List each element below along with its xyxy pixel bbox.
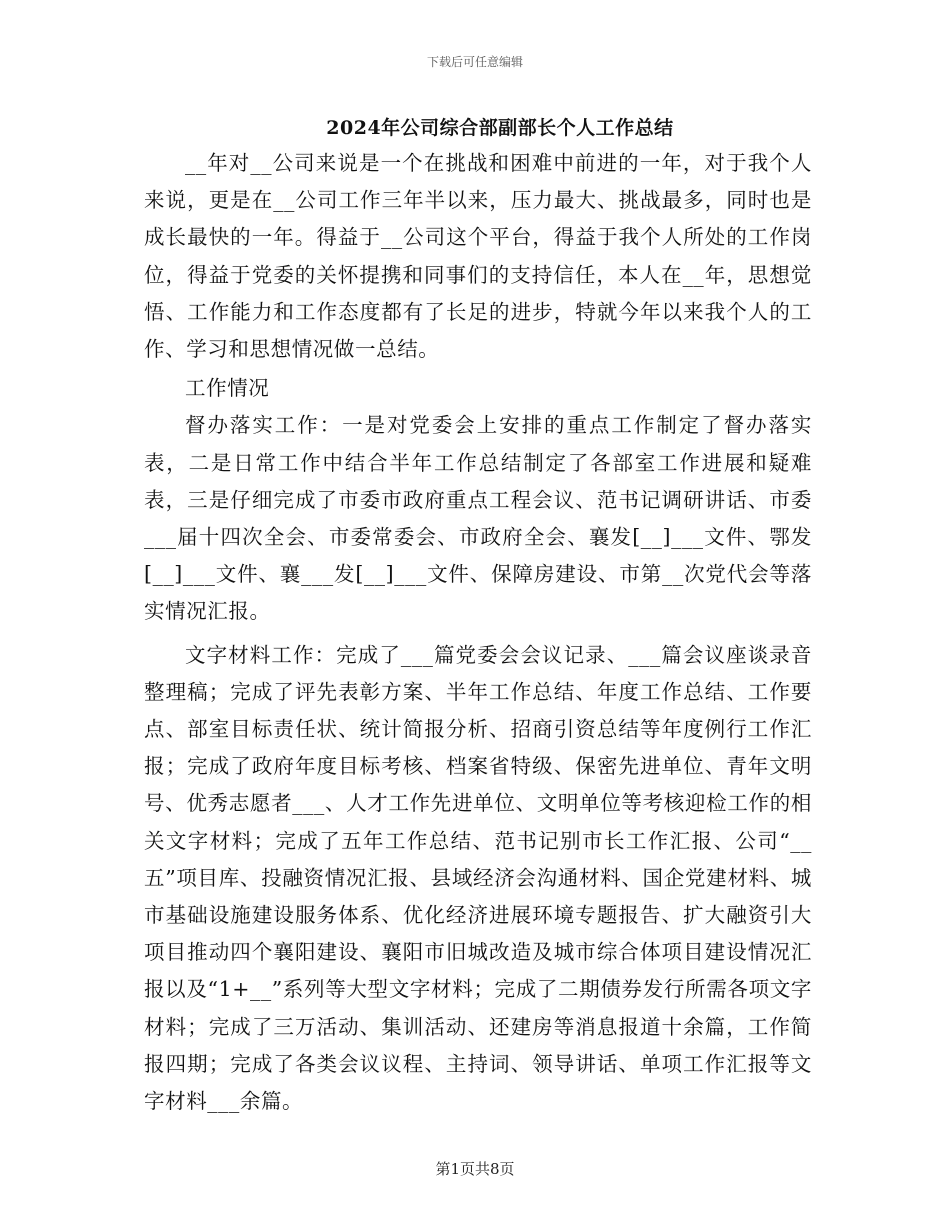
intro-paragraph: __年对__公司来说是一个在挑战和困难中前进的一年，对于我个人来说，更是在__公司工作三年半以来，压力最大、挑战最多，同时也是成长最快的一年。得益于__公司这个平台，得益于我个人所处的工作岗位，得益于党委的关怀提携和同事们的支持信任，本人在__年，思想觉悟、工作能力和工作态度都有了长足的进步，特就今年以来我个人的工作、学习和思想情况做一总结。: [144, 151, 812, 362]
supervision-paragraph: 督办落实工作：一是对党委会上安排的重点工作制定了督办落实表，二是日常工作中结合半年工作总结制定了各部室工作进展和疑难表，三是仔细完成了市委市政府重点工程会议、范书记调研讲话、市委___届十四次全会、市委常委会、市政府全会、襄发[__]___文件、鄂发[__]___文件、襄___发[__]___文件、保障房建设、市第__次党代会等落实情况汇报。: [144, 413, 812, 624]
document-body: [144, 145, 812, 1120]
document-title: 2024年公司综合部副部长个人工作总结: [326, 117, 674, 139]
section-heading-work-status: 工作情况: [185, 376, 270, 401]
writing-materials-paragraph: 文字材料工作：完成了___篇党委会会议记录、___篇会议座谈录音整理稿；完成了评先表彰方案、半年工作总结、年度工作总结、工作要点、部室目标责任状、统计简报分析、招商引资总结等年度例行工作汇报；完成了政府年度目标考核、档案省特级、保密先进单位、青年文明号、优秀志愿者___、人才工作先进单位、文明单位等考核迎检工作的相关文字材料；完成了五年工作总结、范书记别市长工作汇报、公司“__五”项目库、投融资情况汇报、县域经济会沟通材料、国企党建材料、城市基础设施建设服务体系、优化经济进展环境专题报告、扩大融资引大项目推动四个襄阳建设、襄阳市旧城改造及城市综合体项目建设情况汇报以及“1+__”系列等大型文字材料；完成了二期债券发行所需各项文字材料；完成了三万活动、集训活动、还建房等消息报道十余篇，工作简报四期；完成了各类会议议程、主持词、领导讲话、单项工作汇报等文字材料___余篇。: [144, 642, 812, 1114]
download-note: 下载后可任意编辑: [426, 55, 523, 69]
page-number: 第1页共8页: [435, 1160, 515, 1178]
